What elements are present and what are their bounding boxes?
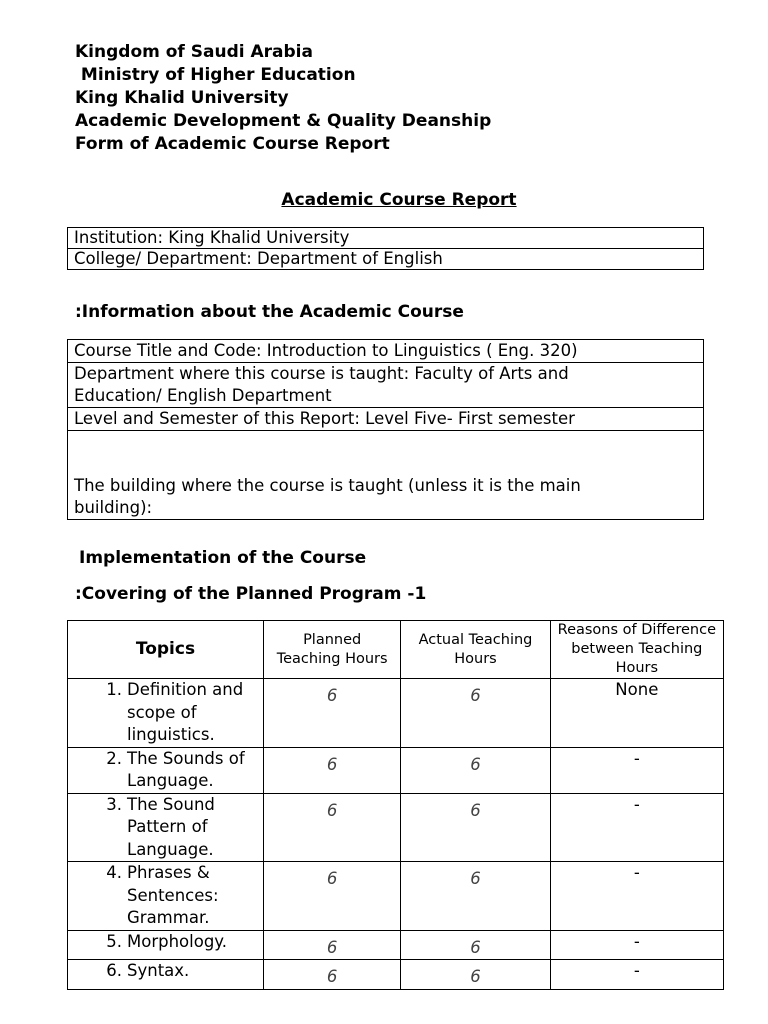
topics-table-body <box>68 679 724 990</box>
institution-info-table <box>67 227 704 270</box>
reason-cell: - <box>550 747 723 793</box>
topic-number: 2. <box>106 748 122 768</box>
planned-hours-cell: 6 <box>263 679 400 748</box>
planned-hours-cell: 6 <box>263 747 400 793</box>
topic-number: 6. <box>106 961 122 980</box>
table-row <box>68 679 724 748</box>
reasons-header: Reasons of Difference between Teaching Hours <box>550 621 723 679</box>
topic-text: Morphology. <box>127 931 227 951</box>
topics-table-header <box>68 621 724 679</box>
reason-cell: None <box>550 679 723 748</box>
actual-hours-cell: 6 <box>401 862 550 931</box>
topic-number: 1. <box>106 680 122 699</box>
topic-number: 4. <box>106 863 122 882</box>
topic-number: 3. <box>106 794 122 814</box>
building-text: The building where the course is taught (unless it is the main building): <box>74 476 581 517</box>
course-title-cell: Course Title and Code: Introduction to Linguistics ( Eng. 320) <box>68 340 704 363</box>
actual-hours-header: Actual Teaching Hours <box>401 621 550 679</box>
topic-text: Definition and scope of linguistics. <box>127 680 244 744</box>
topics-header: Topics <box>68 621 264 679</box>
actual-hours-cell: 6 <box>401 930 550 960</box>
topic-text: Syntax. <box>127 961 190 980</box>
department-cell: Department where this course is taught: Faculty of Arts and Education/ English Department <box>68 363 704 408</box>
report-title: Academic Course Report <box>281 190 517 210</box>
topic-cell <box>68 793 264 862</box>
table-row <box>68 930 724 960</box>
topic-number: 5. <box>106 931 122 951</box>
reason-cell: - <box>550 793 723 862</box>
table-row <box>68 862 724 931</box>
document-header <box>75 41 491 156</box>
topic-text: The Sounds of Language. <box>127 748 245 790</box>
reason-cell: - <box>550 930 723 960</box>
building-cell <box>68 431 704 520</box>
topic-cell <box>68 862 264 931</box>
topic-cell <box>68 960 264 990</box>
planned-hours-cell: 6 <box>263 793 400 862</box>
planned-hours-header: Planned Teaching Hours <box>263 621 400 679</box>
topic-text: Phrases & Sentences: Grammar. <box>127 863 219 927</box>
table-row <box>68 793 724 862</box>
header-line-ministry: Ministry of Higher Education <box>75 65 356 85</box>
table-row <box>68 960 724 990</box>
topics-table <box>67 620 724 990</box>
topic-cell <box>68 679 264 748</box>
table-row <box>68 747 724 793</box>
actual-hours-cell: 6 <box>401 960 550 990</box>
actual-hours-cell: 6 <box>401 679 550 748</box>
header-line-form: Form of Academic Course Report <box>75 134 390 154</box>
actual-hours-cell: 6 <box>401 793 550 862</box>
course-info-table <box>67 339 704 520</box>
reason-cell: - <box>550 960 723 990</box>
covering-heading: :Covering of the Planned Program -1 <box>75 584 427 604</box>
planned-hours-cell: 6 <box>263 960 400 990</box>
planned-hours-cell: 6 <box>263 862 400 931</box>
header-line-deanship: Academic Development & Quality Deanship <box>75 111 492 131</box>
header-line-university: King Khalid University <box>75 88 289 108</box>
header-line-kingdom: Kingdom of Saudi Arabia <box>75 42 313 62</box>
college-cell: College/ Department: Department of English <box>68 249 704 270</box>
reason-cell: - <box>550 862 723 931</box>
actual-hours-cell: 6 <box>401 747 550 793</box>
level-semester-cell: Level and Semester of this Report: Level Five- First semester <box>68 408 704 431</box>
info-heading: :Information about the Academic Course <box>75 302 464 322</box>
topic-text: The Sound Pattern of Language. <box>127 794 215 859</box>
planned-hours-cell: 6 <box>263 930 400 960</box>
implementation-heading: Implementation of the Course <box>79 548 367 568</box>
institution-cell: Institution: King Khalid University <box>68 228 704 249</box>
topic-cell <box>68 930 264 960</box>
topic-cell <box>68 747 264 793</box>
